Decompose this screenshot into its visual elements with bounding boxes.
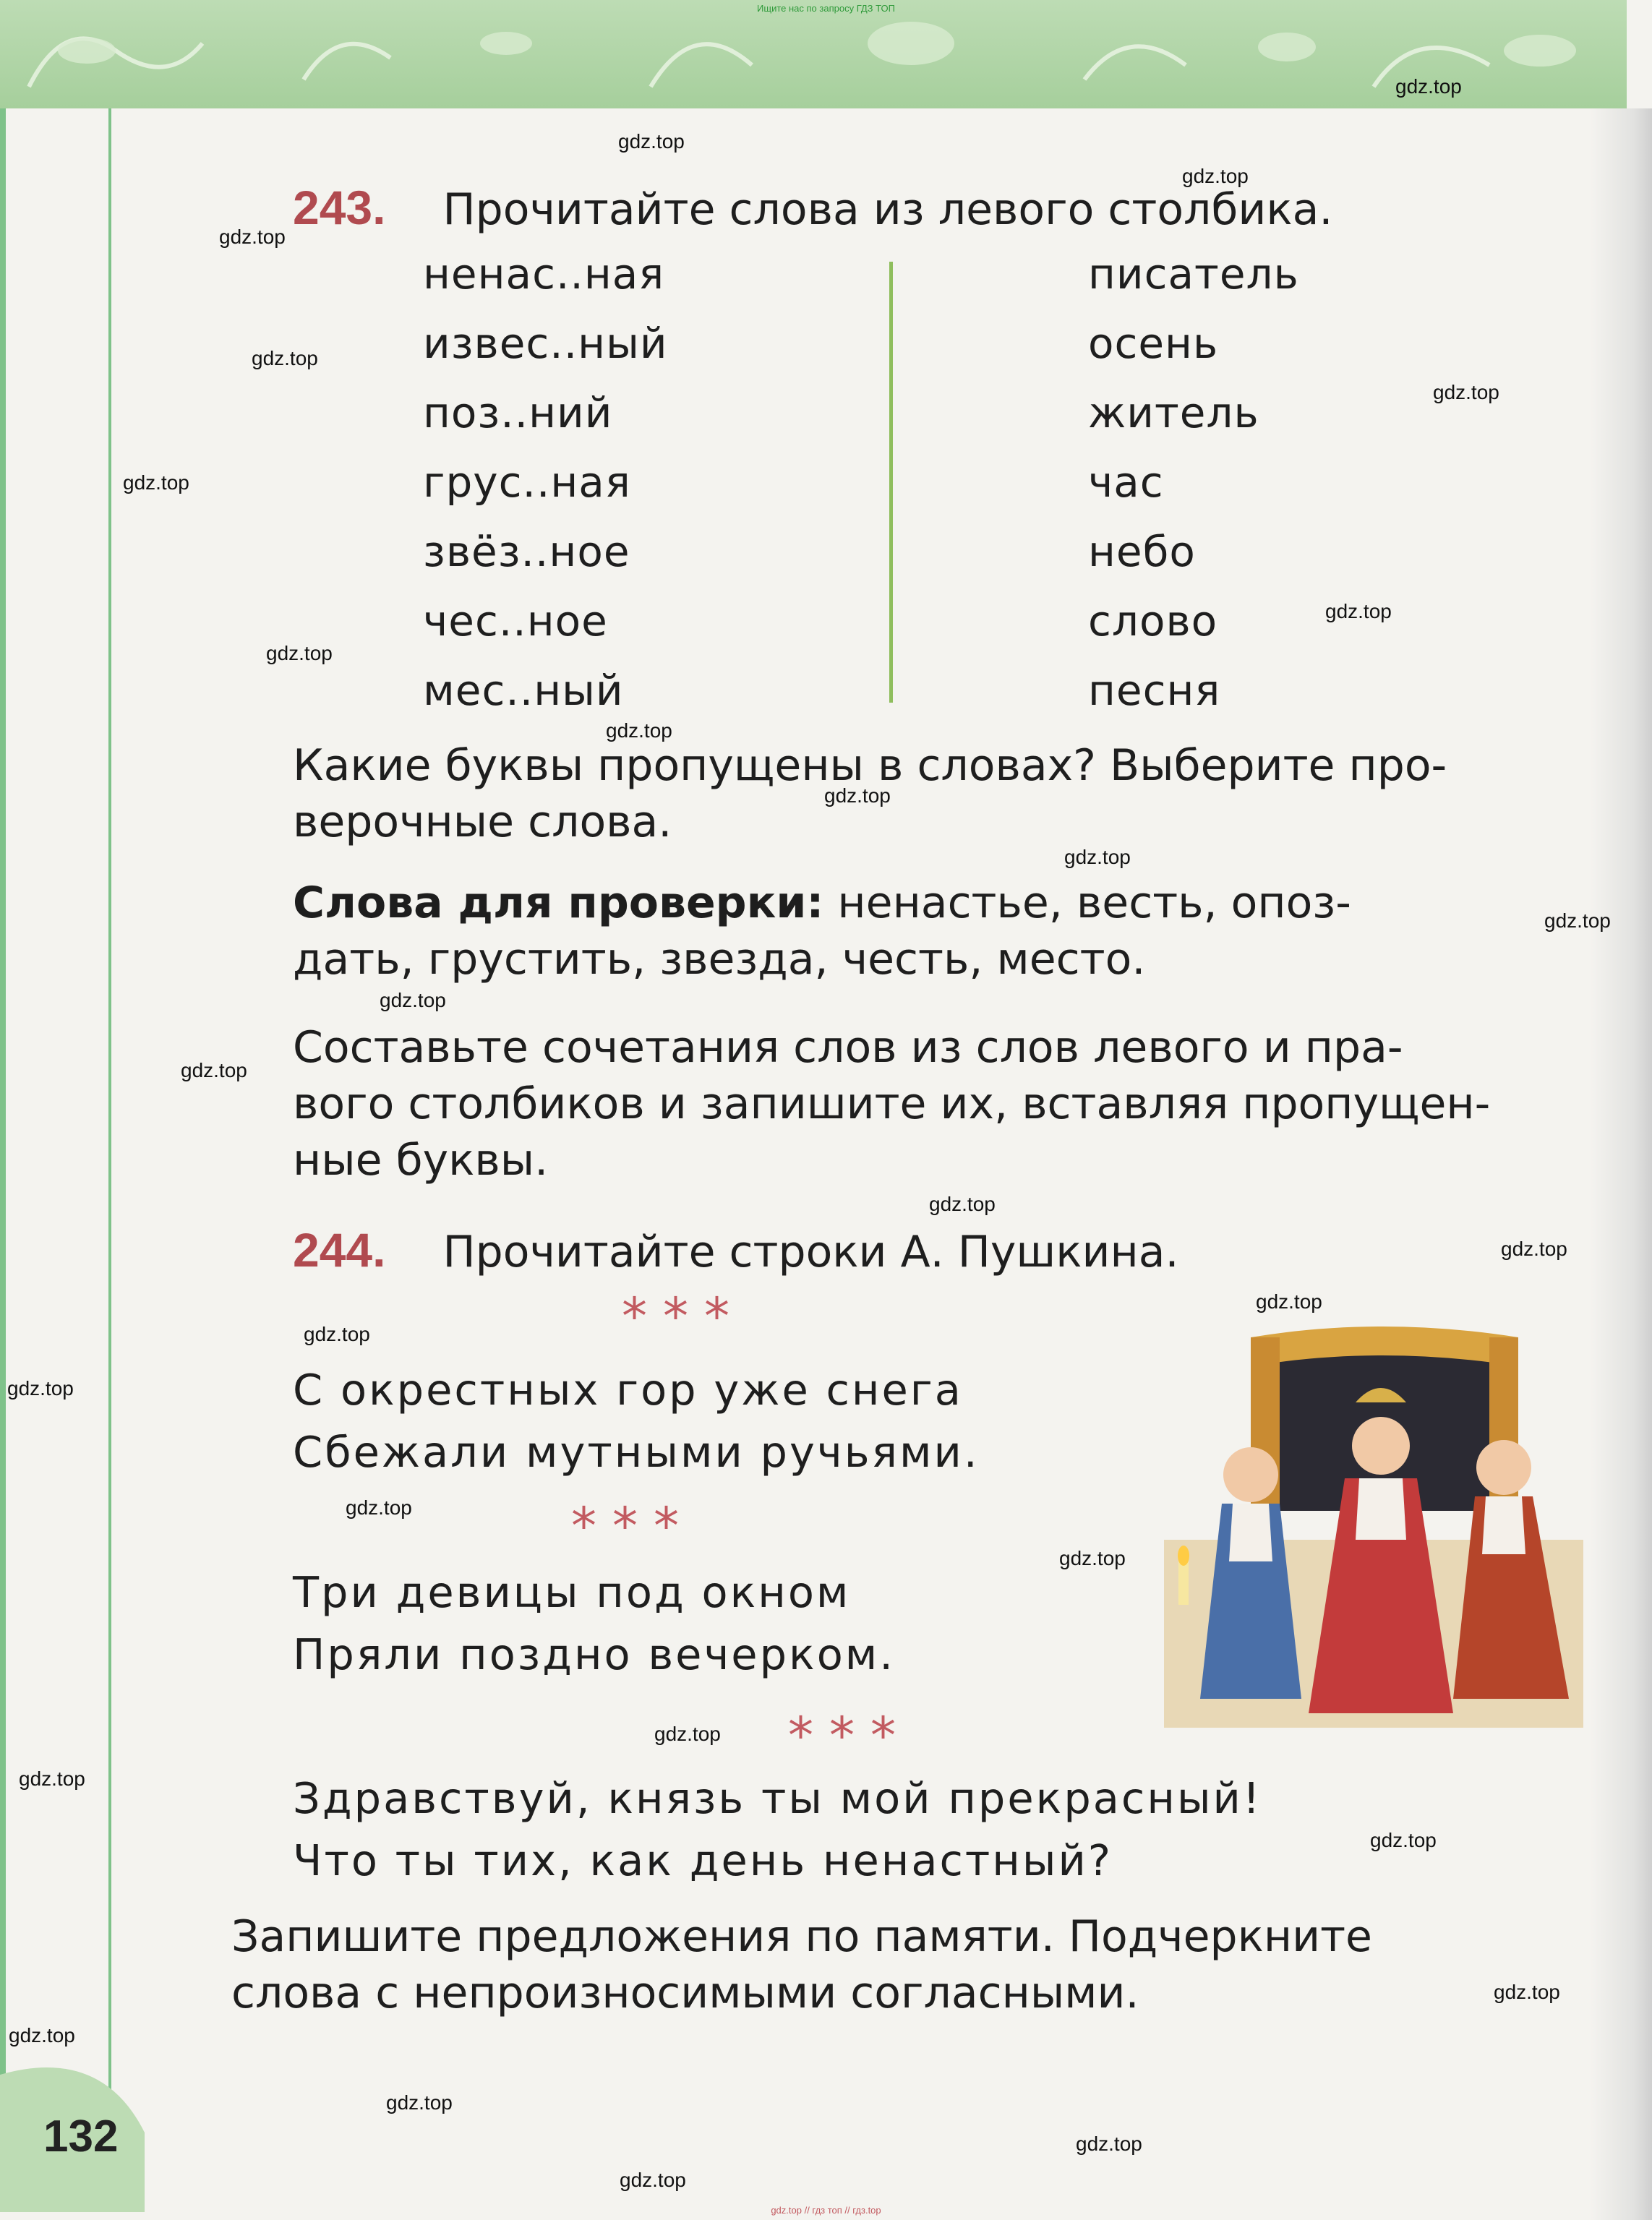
word-item: мес..ный [423,666,624,715]
watermark: gdz.top [1076,2133,1142,2155]
exercise-244-header [293,1222,1179,1280]
poem-line: Сбежали мутными ручьями. [293,1427,980,1477]
question-line: верочные слова. [293,797,672,847]
check-words-label: Слова для проверки: [293,878,824,928]
watermark: gdz.top [1494,1981,1560,2003]
watermark: gdz.top [19,1767,85,1790]
page-curve-shadow [1591,108,1652,2220]
bottom-note: gdz.top // гдз топ // гдз.top [771,2205,881,2216]
watermark: gdz.top [266,642,333,664]
task-line: ные буквы. [293,1135,549,1186]
right-word-column [1088,249,1299,735]
watermark: gdz.top [824,784,891,807]
poem-stanza [293,1767,1262,1892]
exercise-243-header [293,179,1332,238]
watermark: gdz.top [606,719,672,742]
watermark: gdz.top [618,130,685,153]
word-item: чес..ное [423,596,608,646]
watermark: gdz.top [123,471,189,494]
top-search-note: Ищите нас по запросу ГДЗ ТОП [757,3,895,14]
watermark: gdz.top [7,1377,74,1400]
exercise-number: 244. [293,1223,386,1277]
word-item: небо [1088,527,1196,576]
word-item: час [1088,458,1164,507]
poem-stanza [293,1561,895,1686]
header-ornament [0,0,1627,108]
word-item: ненас..ная [423,249,665,299]
watermark: gdz.top [386,2091,453,2114]
poem-line: Что ты тих, как день ненастный? [293,1835,1113,1885]
word-item: песня [1088,666,1221,715]
word-item: житель [1088,388,1259,437]
watermark: gdz.top [1501,1238,1567,1260]
watermark: gdz.top [380,989,446,1011]
stars-divider: *** [788,1706,912,1765]
word-item: извес..ный [423,319,668,368]
question-line: Какие буквы пропущены в словах? Выберите про- [293,740,1447,791]
left-word-column [423,249,668,735]
word-item: слово [1088,596,1218,646]
poem-line: Пряли поздно вечерком. [293,1629,896,1679]
watermark: gdz.top [620,2169,686,2191]
exercise-number: 243. [293,181,386,234]
poem-line: Три девицы под окном [293,1567,851,1617]
check-words-list: дать, грустить, звезда, честь, место. [293,934,1146,985]
check-words [293,875,1351,987]
exercise-instruction: Прочитайте строки А. Пушкина. [442,1227,1179,1277]
poem-line: С окрестных гор уже снега [293,1365,963,1415]
watermark: gdz.top [1059,1547,1126,1569]
watermark: gdz.top [1370,1829,1437,1851]
word-item: звёз..ное [423,527,630,576]
watermark: gdz.top [1395,75,1462,98]
watermark: gdz.top [1064,846,1131,868]
poem-stanza [293,1359,980,1483]
task-text [293,1019,1490,1188]
watermark: gdz.top [1433,381,1499,403]
watermark: gdz.top [1256,1290,1322,1313]
column-divider [889,262,893,703]
watermark: gdz.top [654,1723,721,1745]
watermark: gdz.top [346,1496,412,1519]
left-margin-line [108,108,111,2205]
task-line: Составьте сочетания слов из слов левого и пра- [293,1022,1403,1073]
watermark: gdz.top [9,2024,75,2047]
exercise-instruction: Прочитайте слова из левого столбика. [442,184,1333,235]
left-margin-bar [0,108,6,2205]
word-item: писатель [1088,249,1299,299]
word-item: поз..ний [423,388,613,437]
stars-divider: *** [571,1496,695,1556]
watermark: gdz.top [181,1059,247,1081]
poem-line: Здравствуй, князь ты мой прекрасный! [293,1773,1262,1823]
task-line: Запишите предложения по памяти. Подчеркните [231,1911,1372,1962]
check-words-list: ненастье, весть, опоз- [823,878,1351,928]
watermark: gdz.top [1544,909,1611,932]
watermark: gdz.top [1182,165,1249,187]
watermark: gdz.top [219,226,286,248]
three-maidens-illustration [1164,1323,1583,1728]
watermark: gdz.top [1325,600,1392,622]
task-text [231,1908,1372,2021]
watermark: gdz.top [929,1193,996,1215]
stars-divider: *** [622,1287,745,1346]
page-number: 132 [43,2112,119,2161]
word-item: осень [1088,319,1219,368]
task-line: вого столбиков и запишите их, вставляя пропущен- [293,1079,1491,1129]
word-item: грус..ная [423,458,631,507]
task-line: слова с непроизносимыми согласными. [231,1968,1139,2018]
watermark: gdz.top [252,347,318,369]
watermark: gdz.top [304,1323,370,1345]
